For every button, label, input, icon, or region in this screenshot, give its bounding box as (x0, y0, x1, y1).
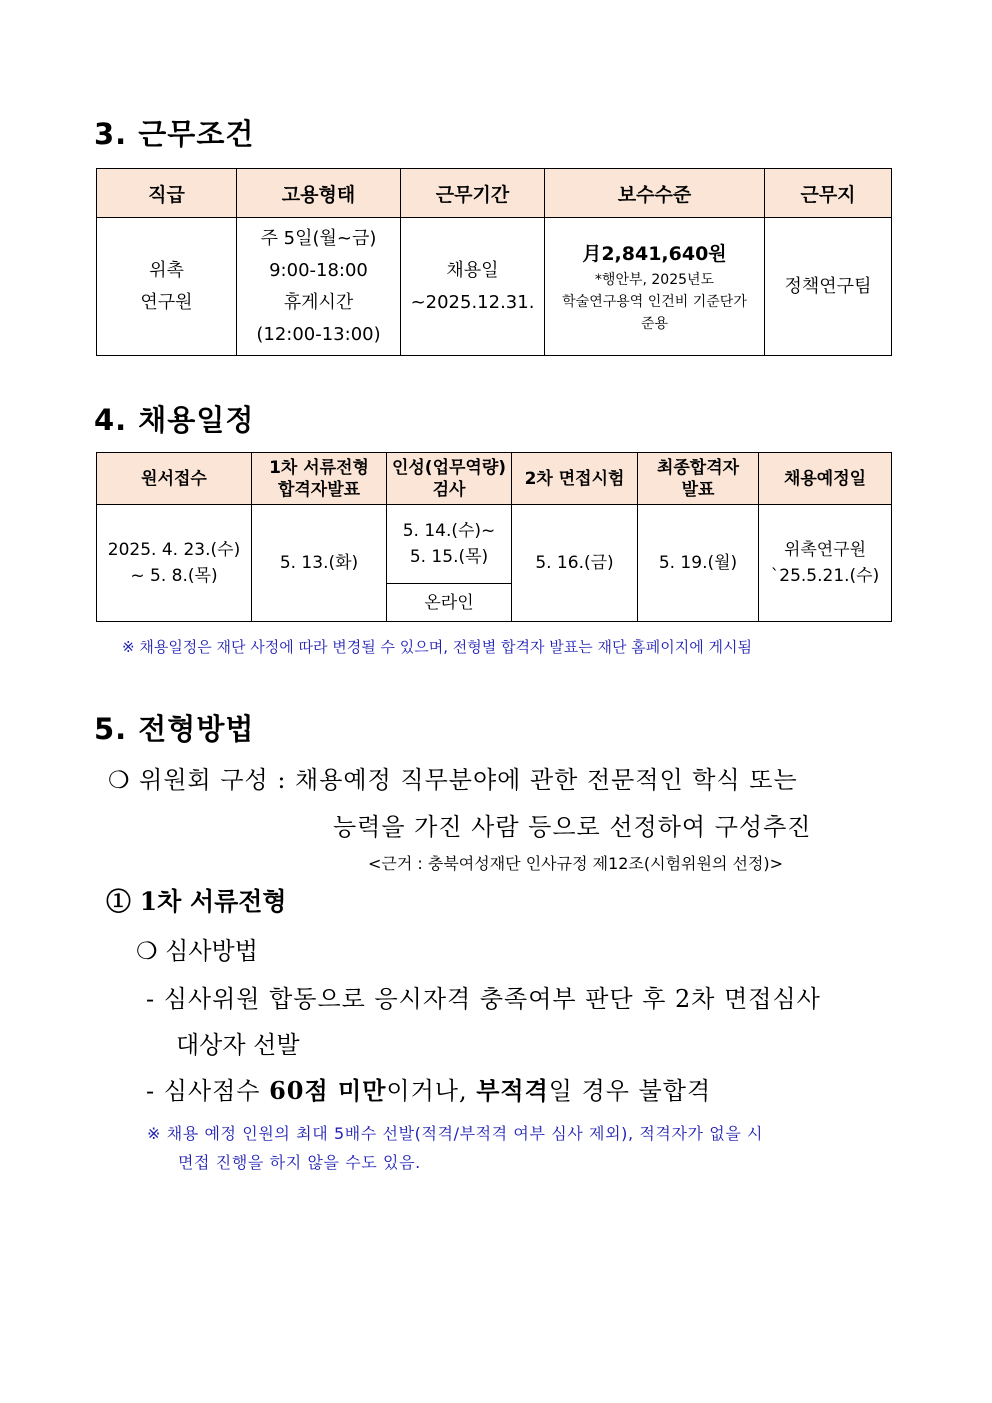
header-location: 근무지 (765, 169, 892, 218)
period-line: 채용일 (446, 259, 499, 281)
method-line-1: - 심사위원 합동으로 응시자격 충족여부 판단 후 2차 면접심사 (146, 985, 821, 1013)
apply-cell (97, 505, 252, 622)
hire-date-line: `25.5.21.(수) (770, 566, 880, 586)
schedule-table (96, 452, 892, 622)
salary-note-line: *행안부, 2025년도 (594, 271, 715, 288)
schedule-note: ※ 채용일정은 재단 사정에 따라 변경될 수 있으며, 전형별 합격자 발표는 재단 홈페이지에 게시됨 (122, 638, 752, 656)
fail-unfit: 부적격 (476, 1076, 549, 1105)
salary-note-line: 준용 (640, 315, 669, 332)
fail-suffix: 일 경우 불합격 (548, 1077, 712, 1105)
final-result-cell: 5. 19.(월) (638, 505, 759, 622)
employment-cell (237, 218, 401, 356)
header-period: 근무기간 (401, 169, 545, 218)
employment-line: 주 5일(월~금) (260, 227, 377, 249)
table-header-row (97, 453, 892, 505)
basis-text: <근거 : 충북여성재단 인사규정 제12조(시험위원의 선정)> (368, 854, 784, 873)
aptitude-date-cell (387, 505, 512, 584)
method-line-2: 대상자 선발 (176, 1031, 300, 1059)
header-apply: 원서접수 (97, 453, 252, 505)
table-header-row (97, 169, 892, 218)
table-row (97, 505, 892, 584)
employment-line: 9:00-18:00 (269, 259, 368, 281)
work-conditions-table (96, 168, 892, 356)
stage1-title: ① 1차 서류전형 (106, 887, 287, 916)
aptitude-mode-cell: 온라인 (387, 584, 512, 622)
fail-score: 60점 미만 (269, 1076, 387, 1105)
rank-line: 위촉 (149, 259, 184, 281)
header-line: 인성(업무역량) 검사 (391, 457, 507, 500)
section5-title: 5. 전형방법 (94, 712, 255, 746)
period-line: ~2025.12.31. (410, 291, 535, 313)
header-rank: 직급 (97, 169, 237, 218)
method-title: ❍ 심사방법 (136, 937, 258, 965)
committee-line-1: ❍ 위원회 구성 : 채용예정 직무분야에 관한 전문적인 학식 또는 (108, 766, 798, 794)
header-line: 최종합격자 발표 (656, 457, 740, 500)
location-cell: 정책연구팀 (765, 218, 892, 356)
hire-date-line: 위촉연구원 (783, 540, 867, 560)
header-first-result (252, 453, 387, 505)
fail-criteria (146, 1071, 711, 1106)
salary-cell (545, 218, 765, 356)
fail-prefix: - 심사점수 (146, 1077, 270, 1105)
header-line: 1차 서류전형 합격자발표 (269, 457, 369, 500)
header-aptitude (387, 453, 512, 505)
salary-amount: 月2,841,640원 (582, 242, 727, 265)
section3-title: 3. 근무조건 (94, 117, 255, 151)
header-interview: 2차 면접시험 (512, 453, 638, 505)
apply-line: ~ 5. 8.(목) (130, 566, 218, 586)
committee-line-2: 능력을 가진 사람 등으로 선정하여 구성추진 (333, 813, 812, 841)
header-hire-date: 채용예정일 (759, 453, 892, 505)
hire-date-cell (759, 505, 892, 622)
period-cell (401, 218, 545, 356)
header-salary: 보수수준 (545, 169, 765, 218)
interview-cell: 5. 16.(금) (512, 505, 638, 622)
selection-note-line-1: ※ 채용 예정 인원의 최대 5배수 선발(적격/부적격 여부 심사 제외), 적격자가 없을 시 (147, 1124, 764, 1143)
fail-mid: 이거나, (386, 1077, 477, 1105)
selection-note-line-2: 면접 진행을 하지 않을 수도 있음. (178, 1153, 421, 1172)
table-row (97, 218, 892, 356)
employment-line: 휴게시간 (283, 291, 354, 313)
section4-title: 4. 채용일정 (94, 403, 255, 437)
employment-line: (12:00-13:00) (256, 323, 381, 345)
apply-line: 2025. 4. 23.(수) (107, 540, 241, 560)
salary-note-line: 학술연구용역 인건비 기준단가 (562, 293, 747, 310)
first-result-cell: 5. 13.(화) (252, 505, 387, 622)
header-final-result (638, 453, 759, 505)
aptitude-line: 5. 14.(수)~ (402, 521, 496, 541)
rank-line: 연구원 (140, 291, 193, 313)
rank-cell (97, 218, 237, 356)
aptitude-line: 5. 15.(목) (409, 547, 489, 567)
header-employment: 고용형태 (237, 169, 401, 218)
